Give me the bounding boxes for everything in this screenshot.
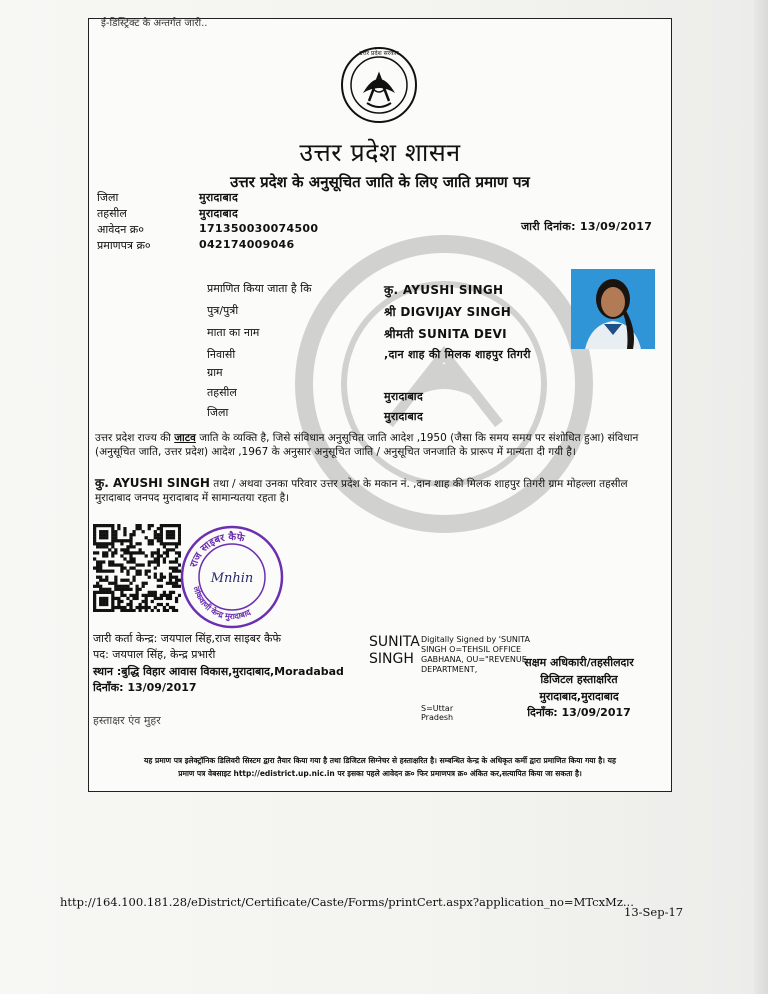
up-emblem-icon [339,45,419,125]
top-note: ई-डिस्ट्रिक्ट के अन्तर्गत जारी.. [101,18,208,29]
center-seal-stamp [179,524,285,630]
tehsil-label: तहसील [97,207,127,220]
footer-note-line2: प्रमाण पत्र वेबसाइट http://edistrict.up.nic.in पर इसका पहले आवेदन क्र० फिर प्रमाणपत्र क्र० अंकित कर,सत्यापित किया जा सकता है। [178,769,582,778]
certificate-frame [88,18,672,792]
issue-date: जारी दिनांक: 13/09/2017 [521,220,653,233]
digi-signer-name: SUNITA SINGH [369,634,420,667]
resident-value: ,दान शाह की मिलक शाहपुर तिगरी [384,348,531,361]
digi-signer-meta: Digitally Signed by 'SUNITA SINGH O=TEHSIL OFFICE GABHANA, OU="REVENUE DEPARTMENT, [421,635,531,674]
district-field-label: जिला [207,406,229,419]
para2-text: तथा / अथवा उनका परिवार उत्तर प्रदेश के मकान नं. ,दान शाह की मिलक शाहपुर तिगरी ग्राम मोहल्ला तहसील मुरादाबाद जनपद मुरादाबाद में सामान्यतया रहता है। [95,478,628,504]
village-label: ग्राम [207,366,223,379]
application-value: 171350030074500 [199,222,319,235]
qr-code-icon [93,524,181,612]
father-name: श्री DIGVIJAY SINGH [384,305,512,319]
tehsil-field-value: मुरादाबाद [384,390,424,403]
resident-label: निवासी [207,348,236,361]
certificate-no-value: 042174009046 [199,238,295,251]
applicant-name: कु. AYUSHI SINGH [384,283,504,297]
svg-text:राज साइबर कैफे [188,530,247,570]
footer-note-line1: यह प्रमाण पत्र इलेक्ट्रॉनिक डिलिवरी सिस्टम द्वारा तैयार किया गया है तथा डिजिटल सिग्नेचर से हस्ताक्षरित है। सम्बन्धित केन्द्र के अधिकृत कर्मी द्वारा प्रमाणित किया गया है। यह [144,756,616,765]
digi-signer-state: S=Uttar Pradesh [421,704,454,722]
issuer-center: जारी कर्ता केन्द्र: जयपाल सिंह,राज साइबर कैफे [93,632,281,645]
mother-name: श्रीमती SUNITA DEVI [384,327,507,341]
tehsil-value: मुरादाबाद [199,207,239,220]
applicant-photo [571,269,655,349]
paper-edge [754,0,768,994]
district-field-value: मुरादाबाद [384,410,424,423]
issuer-post: पद: जयपाल सिंह, केन्द्र प्रभारी [93,648,216,661]
authority-date: दिनाँक: 13/09/2017 [527,706,631,719]
caste-name: जाटव [174,432,196,444]
certified-label: प्रमाणित किया जाता है कि [207,282,312,295]
emblem-text: उत्तर प्रदेश सरकार [359,50,399,57]
mother-label: माता का नाम [207,326,260,339]
certificate-no-label: प्रमाणपत्र क्र० [97,239,151,252]
authority-line2: डिजिटल हस्ताक्षरित [540,673,618,686]
page-title: उत्तर प्रदेश शासन [299,138,461,167]
application-label: आवेदन क्र० [97,223,144,236]
authority-line3: मुरादाबाद,मुरादाबाद [539,690,619,703]
print-date: 13-Sep-17 [624,905,684,919]
print-url: http://164.100.181.28/eDistrict/Certificate/Caste/Forms/printCert.aspx?application_no=MTcxMz... [60,895,634,909]
para1-after: जाति के व्यक्ति है, जिसे संविधान अनुसूचित जाति आदेश ,1950 (जैसा कि समय समय पर संशोधित हुआ) संविधान (अनुसूचित जाति, उत्तर प्रदेश) आदेश ,1967 के अनुसार अनुसूचित जाति / अनुसूचित जनजाति के प्रारूप में मान्यता दी गयी है। [95,432,639,458]
residence-paragraph [95,476,655,505]
page-subtitle: उत्तर प्रदेश के अनुसूचित जाति के लिए जाति प्रमाण पत्र [230,173,530,191]
para2-name: कु. AYUSHI SINGH [95,476,210,490]
issuer-place: स्थान :बुद्धि विहार आवास विकास,मुरादाबाद,Moradabad [93,665,344,678]
seal-top-text: राज साइबर कैफे [188,531,246,569]
signature-label: हस्ताक्षर एंव मुहर [93,714,161,727]
district-label: जिला [97,191,119,204]
seal-signature: Mnhin [210,571,254,586]
tehsil-field-label: तहसील [207,386,237,399]
district-value: मुरादाबाद [199,191,239,204]
father-label: पुत्र/पुत्री [207,304,239,317]
issuer-date: दिनाँक: 13/09/2017 [93,681,197,694]
seal-bottom-text: लोकवाणी केन्द्र मुरादाबाद [191,585,253,622]
para1-before: उत्तर प्रदेश राज्य की [95,432,175,444]
authority-line1: सक्षम अधिकारी/तहसीलदार [524,656,634,669]
caste-paragraph [95,431,655,459]
